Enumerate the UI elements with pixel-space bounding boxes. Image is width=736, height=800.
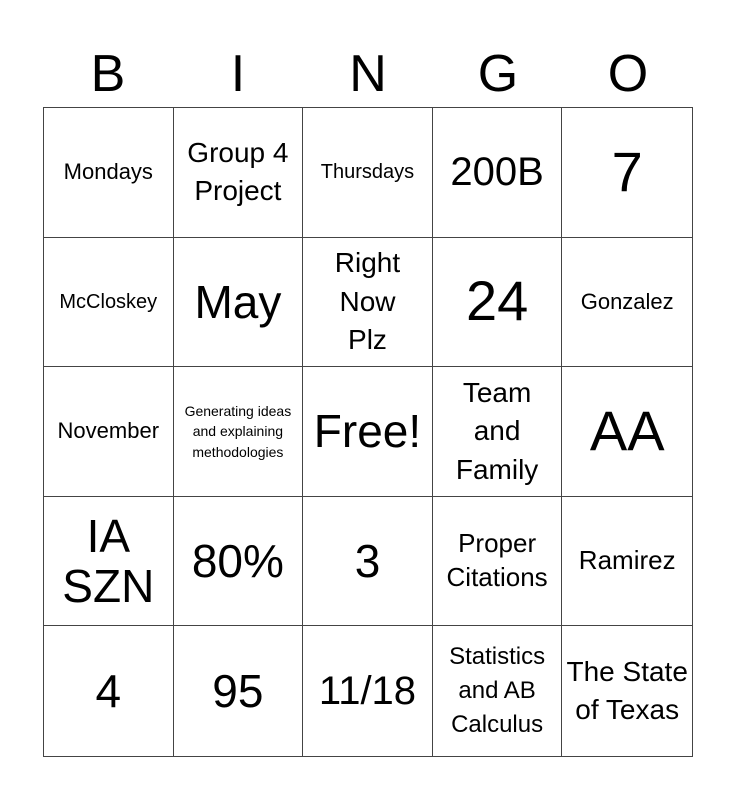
cell-text: Right Now Plz [334,246,401,356]
bingo-cell[interactable] [562,367,692,497]
bingo-cell[interactable] [433,367,563,497]
bingo-cell[interactable] [174,238,304,368]
bingo-header [43,40,693,108]
cell-text: 7 [611,139,643,203]
header-letter-o: O [607,45,649,103]
cell-text: McCloskey [59,290,158,313]
cell-text: Statistics and AB Calculus [449,643,546,739]
header-letter-b: B [90,45,126,103]
cell-text: The State of Texas [566,655,688,726]
cell-text: Ramirez [578,545,676,576]
cell-text: Group 4 Project [187,136,289,207]
free-space-label: Free! [313,405,422,458]
bingo-cell[interactable] [44,367,174,497]
cell-text: Team and Family [455,376,539,485]
bingo-cell[interactable] [44,626,174,756]
bingo-cell[interactable] [174,626,304,756]
bingo-cell[interactable] [44,497,174,627]
cell-text: May [194,275,282,328]
bingo-cell[interactable] [303,108,433,238]
cell-text: November [57,418,160,444]
bingo-board [43,107,693,757]
cell-text: 80% [191,534,284,587]
cell-text: 4 [95,664,122,717]
bingo-cell[interactable] [433,108,563,238]
cell-text: Generating ideas and explaining methodologies [184,403,292,460]
cell-text: IA SZN [62,509,155,613]
cell-text: AA [589,399,665,463]
bingo-cell[interactable] [174,367,304,497]
bingo-cell[interactable] [44,238,174,368]
cell-text: 95 [212,664,264,717]
bingo-cell[interactable] [174,108,304,238]
cell-text: 24 [465,269,529,333]
bingo-cell[interactable] [433,238,563,368]
cell-text: Proper Citations [446,528,548,593]
bingo-cell[interactable] [303,238,433,368]
bingo-cell[interactable] [562,626,692,756]
bingo-cell[interactable] [303,497,433,627]
bingo-cell[interactable] [562,108,692,238]
cell-text: 11/18 [318,669,417,714]
cell-text: 3 [354,534,381,587]
bingo-cell[interactable] [433,626,563,756]
header-letter-i: I [230,45,246,103]
cell-text: 200B [450,150,544,195]
cell-text: Gonzalez [580,288,674,314]
free-space-cell[interactable] [303,367,433,497]
cell-text: Thursdays [320,161,415,184]
bingo-cell[interactable] [562,238,692,368]
bingo-cell[interactable] [44,108,174,238]
bingo-cell[interactable] [174,497,304,627]
bingo-cell[interactable] [303,626,433,756]
header-letter-n: N [349,45,387,103]
cell-text: Mondays [63,159,153,185]
bingo-cell[interactable] [562,497,692,627]
bingo-cell[interactable] [433,497,563,627]
header-letter-g: G [477,45,519,103]
